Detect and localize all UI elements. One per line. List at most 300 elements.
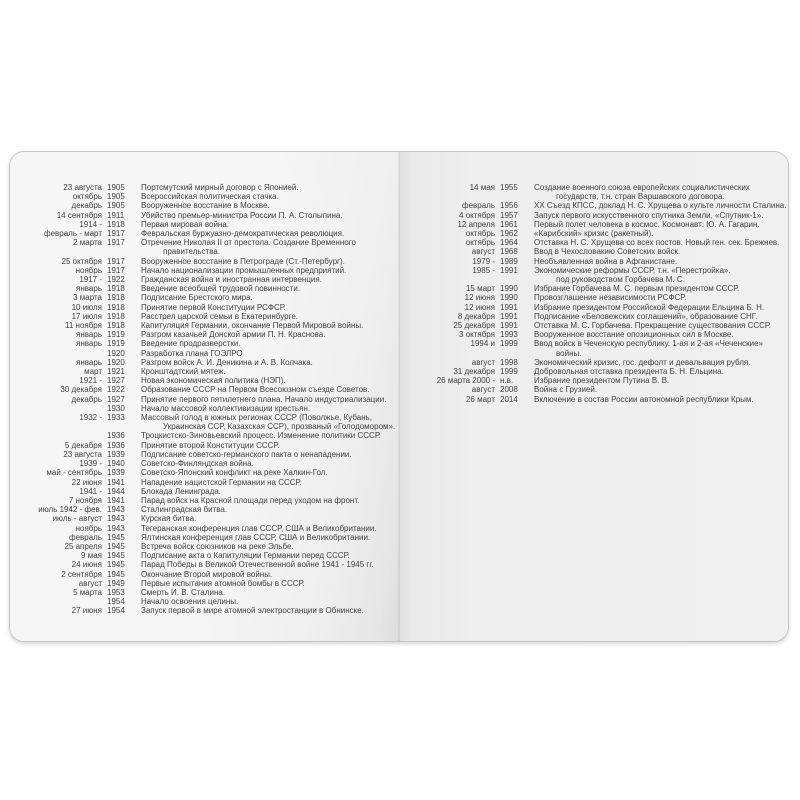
event-date: январь	[76, 357, 102, 367]
event-date: ноябрь	[75, 523, 102, 533]
event-text-line: Первая мировая война.	[141, 219, 230, 229]
event-text	[141, 579, 399, 588]
event-date: 22 июня	[71, 477, 102, 487]
event-text-continuation: правительства.	[163, 247, 221, 257]
timeline-row	[407, 266, 788, 284]
event-year: 1918	[107, 321, 125, 331]
event-date: октябрь	[465, 229, 495, 239]
timeline-row	[14, 431, 399, 440]
timeline-row	[407, 293, 788, 302]
event-text	[141, 450, 399, 459]
event-text-line: Разгром казачьей Донской армии П. Н. Краснова.	[141, 330, 326, 340]
event-text	[141, 478, 399, 487]
event-text-line: Подписание «Беловежских соглашений», образование СНГ.	[534, 311, 758, 321]
event-year: 1922	[107, 385, 125, 395]
timeline-row	[407, 395, 788, 404]
event-date: февраль	[68, 532, 102, 542]
event-year: 1917	[107, 238, 125, 248]
event-year: 1964	[500, 238, 518, 248]
event-text	[141, 413, 399, 431]
event-year: 1941	[107, 477, 125, 487]
event-text-line: Отставка Н. С. Хрущева со всех постов. Новый ген. сек. Брежнев.	[534, 238, 780, 248]
timeline-row	[14, 404, 399, 413]
event-text-line: Образование СССР на Первом Всесоюзном съезде Советов.	[141, 385, 370, 395]
event-text-line: Первый полет человека в космос. Космонавт: Ю. А. Гагарин.	[534, 219, 760, 229]
event-text	[534, 220, 788, 229]
event-text	[534, 321, 788, 330]
event-text-line: Необъявленная война в Афганистане.	[534, 256, 678, 266]
event-text-line: Принятие первого пятилетнего плана. Начало индустриализации.	[141, 394, 387, 404]
event-text-line: Всероссийская политическая стачка.	[141, 192, 279, 202]
event-date: 1932 -	[79, 413, 102, 423]
event-date: январь	[76, 330, 102, 340]
event-date: 27 июня	[71, 606, 102, 616]
event-date: 2 марта	[73, 238, 102, 248]
timeline-row	[14, 367, 399, 376]
timeline-row	[14, 450, 399, 459]
timeline-row	[14, 385, 399, 394]
event-date: 12 апреля	[457, 219, 495, 229]
event-date: 14 сентября	[56, 210, 102, 220]
event-date: 23 августа	[63, 449, 102, 459]
event-text-line: Февральская буржуазно-демократическая революция.	[141, 229, 345, 239]
event-text	[141, 183, 399, 192]
event-text-line: Гражданская война и иностранная интервенция.	[141, 275, 322, 285]
event-date: январь	[76, 339, 102, 349]
event-text	[141, 275, 399, 284]
event-year: 1998	[500, 357, 518, 367]
event-text-line: Экономический кризис, гос. дефолт и девальвация рубля.	[534, 357, 751, 367]
event-year: 1921	[107, 367, 125, 377]
event-text-line: Ялтинская конференция глав СССР, США и Великобритании.	[141, 532, 371, 542]
timeline-row	[14, 533, 399, 542]
event-year: 1936	[107, 440, 125, 450]
event-date: октябрь	[465, 238, 495, 248]
event-text	[534, 201, 788, 210]
event-text	[534, 284, 788, 293]
timeline-row	[407, 376, 788, 385]
event-year: 1945	[107, 560, 125, 570]
event-year: 1918	[107, 219, 125, 229]
event-date: 23 августа	[63, 183, 102, 192]
event-text-line: Новая экономическая политика (НЭП).	[141, 376, 286, 386]
timeline-row	[14, 542, 399, 551]
event-text-line: Портсмутский мирный договор с Японией.	[141, 183, 299, 192]
event-text	[141, 606, 399, 615]
event-date: 2 сентября	[61, 569, 102, 579]
event-date: 30 декабря	[60, 385, 102, 395]
timeline-row	[14, 275, 399, 284]
timeline-row	[14, 211, 399, 220]
event-text	[534, 395, 788, 404]
timeline-row	[14, 551, 399, 560]
event-date: 12 июня	[464, 293, 495, 303]
event-year: 1991	[500, 311, 518, 321]
timeline-row	[14, 358, 399, 367]
event-date: август	[471, 247, 495, 257]
timeline-row	[14, 266, 399, 275]
event-text	[141, 385, 399, 394]
event-year: 1956	[500, 201, 518, 211]
event-date: 11 ноября	[65, 321, 102, 331]
event-text	[534, 376, 788, 385]
event-date: 1979 -	[472, 256, 495, 266]
left-page-timeline-1905-1954	[10, 152, 399, 641]
event-text-line: Сталинградская битва.	[141, 505, 228, 515]
timeline-row	[14, 321, 399, 330]
event-year: 1943	[107, 505, 125, 515]
event-text	[141, 459, 399, 468]
event-date	[14, 597, 102, 606]
timeline-row	[407, 303, 788, 312]
event-text	[534, 293, 788, 302]
event-text-line: Начало массовой коллективизации крестьян.	[141, 403, 311, 413]
event-text	[141, 238, 399, 256]
event-text-line: Нападение нацистской Германии на СССР.	[141, 477, 302, 487]
event-text-line: Курская битва.	[141, 514, 197, 524]
timeline-row	[407, 312, 788, 321]
right-page-timeline-1955-2014	[399, 152, 788, 641]
event-text-line: Принятие первой Конституции РСФСР.	[141, 302, 286, 312]
timeline-row	[14, 183, 399, 192]
timeline-row	[14, 505, 399, 514]
event-year: 1918	[107, 311, 125, 321]
event-text-continuation: войны.	[556, 348, 582, 358]
event-text-line: Провозглашение независимости РСФСР.	[534, 293, 687, 303]
event-text-line: Создание военного союза европейских социалистических	[534, 183, 750, 192]
event-date: 4 октября	[459, 210, 495, 220]
event-year: 1918	[107, 302, 125, 312]
event-text	[141, 339, 399, 348]
event-year: 1905	[107, 201, 125, 211]
event-text	[141, 321, 399, 330]
event-year: 1993	[500, 330, 518, 340]
event-text	[534, 339, 788, 357]
event-date: 17 июля	[71, 311, 102, 321]
event-text	[141, 570, 399, 579]
event-text-line: Избрание Горбачева М. С. первым президентом СССР.	[534, 284, 740, 294]
event-date: 1994 и	[470, 339, 495, 349]
event-date: 1921 -	[79, 376, 102, 386]
event-date: 1917 -	[79, 275, 102, 285]
event-text-line: Расстрел царской семьи в Екатеринбурге.	[141, 311, 299, 321]
timeline-row	[407, 367, 788, 376]
timeline-row	[14, 303, 399, 312]
event-year: 1954	[107, 597, 125, 607]
event-text-line: Тегеранская конференция глав СССР, США и Великобритании.	[141, 523, 377, 533]
event-year: 1962	[500, 229, 518, 239]
timeline-row	[14, 312, 399, 321]
event-text	[141, 560, 399, 569]
event-text	[534, 211, 788, 220]
event-year: 1917	[107, 229, 125, 239]
event-year: 1917	[107, 256, 125, 266]
event-text	[534, 229, 788, 238]
event-date	[14, 431, 102, 440]
event-text-line: Массовый голод в южных регионах СССР (Поволжье, Кубань,	[141, 413, 372, 423]
event-date: февраль	[461, 201, 495, 211]
event-text	[141, 376, 399, 385]
event-text	[534, 367, 788, 376]
event-text	[141, 588, 399, 597]
history-notebook-spread	[9, 151, 789, 642]
event-year: 1991	[500, 302, 518, 312]
timeline-row	[14, 395, 399, 404]
timeline-row	[14, 459, 399, 468]
event-text	[141, 487, 399, 496]
event-year: 2014	[500, 394, 518, 404]
event-text	[141, 395, 399, 404]
event-year: 1905	[107, 192, 125, 202]
event-text-line: Добровольная отставка президента Б. Н. Ельцина.	[534, 367, 724, 377]
event-text-line: Введение продразверстки.	[141, 339, 241, 349]
event-date: 31 декабря	[453, 367, 495, 377]
event-year: 1918	[107, 293, 125, 303]
event-text-line: Избрание президентом Путина В. В.	[534, 376, 670, 386]
event-date: 8 декабря	[457, 311, 495, 321]
event-year: 1920	[107, 348, 125, 358]
event-text	[534, 247, 788, 256]
event-date: 10 июля	[71, 302, 102, 312]
event-text	[141, 533, 399, 542]
timeline-row	[14, 330, 399, 339]
timeline-row	[14, 560, 399, 569]
event-year: 1949	[107, 578, 125, 588]
event-text	[141, 468, 399, 477]
event-text-line: Ввод в Чехословакию Советских войск.	[534, 247, 681, 257]
event-text	[141, 441, 399, 450]
event-text	[141, 192, 399, 201]
timeline-row	[407, 183, 788, 201]
event-year: 1945	[107, 551, 125, 561]
event-year: 1957	[500, 210, 518, 220]
event-text-line: Убийство премьер-министра России П. А. Столыпина.	[141, 210, 343, 220]
event-year: 1939	[107, 449, 125, 459]
timeline-row	[14, 468, 399, 477]
event-text	[534, 257, 788, 266]
event-date: июль 1942 - фев.	[38, 505, 102, 515]
event-text-line: Запуск первого искусственного спутника Земли, «Спутник-1».	[534, 210, 764, 220]
event-text-line: Советско-Финляндская война.	[141, 459, 254, 469]
event-date	[14, 404, 102, 413]
event-year: 1940	[107, 459, 125, 469]
event-text	[141, 211, 399, 220]
event-text-line: Вооруженное восстание опозиционных сил в Москве.	[534, 330, 734, 340]
event-year: 1961	[500, 219, 518, 229]
event-year: 1989	[500, 256, 518, 266]
event-text-line: Ввод войск в Чеченскую республику. 1-ая и 2-ая «Чеченские»	[534, 339, 764, 349]
event-year: 1968	[500, 247, 518, 257]
event-date: 24 июня	[71, 560, 102, 570]
timeline-row	[407, 358, 788, 367]
event-year: 1991	[500, 321, 518, 331]
event-year: 1991	[500, 265, 518, 275]
event-text	[534, 266, 788, 284]
event-text-line: Отречение Николая II от престола. Создание Временного	[141, 238, 356, 248]
event-text-line: Начало национализации промышленных предприятий.	[141, 265, 347, 275]
timeline-row	[14, 524, 399, 533]
event-date: 1914 -	[79, 219, 102, 229]
event-text	[141, 257, 399, 266]
event-text-line: Блокада Ленинграда.	[141, 486, 221, 496]
timeline-row	[407, 339, 788, 357]
timeline-row	[14, 229, 399, 238]
timeline-row	[407, 211, 788, 220]
event-text-line: Смерть И. В. Сталина.	[141, 587, 226, 597]
event-text-line: Подписание акта о Капитуляции Германии перед СССР.	[141, 551, 350, 561]
event-year: 1927	[107, 394, 125, 404]
event-date: 12 июня	[464, 302, 495, 312]
event-date: 1939 -	[79, 459, 102, 469]
event-year: 1941	[107, 495, 125, 505]
event-date: март	[84, 367, 102, 377]
timeline-row	[14, 413, 399, 431]
event-text	[141, 358, 399, 367]
event-text-line: Разработка плана ГОЭЛРО	[141, 348, 243, 358]
event-date: 9 мая	[81, 551, 102, 561]
event-text	[141, 367, 399, 376]
event-text-line: Принятие второй Конституции СССР.	[141, 440, 280, 450]
event-text	[141, 312, 399, 321]
event-text-line: Встреча войск союзников на реке Эльбе.	[141, 541, 294, 551]
event-text	[141, 431, 399, 440]
event-text-line: Парад Победы в Великой Отечественной войне 1941 - 1945 гг.	[141, 560, 374, 570]
event-year: 1944	[107, 486, 125, 496]
event-date: 5 декабря	[64, 440, 102, 450]
event-text	[141, 496, 399, 505]
event-text-line: Подписание советско-германского пакта о ненападении.	[141, 449, 352, 459]
event-text-continuation: государств, т.н. стран Варшавского договора.	[556, 192, 725, 202]
event-text	[141, 330, 399, 339]
event-year: 1945	[107, 541, 125, 551]
event-text	[141, 597, 399, 606]
event-text-line: Экономические реформы СССР, т.н. «Перестройка».	[534, 265, 731, 275]
timeline-row	[407, 321, 788, 330]
event-text-line: Запуск первой в мире атомной электростанции в Обнинске.	[141, 606, 364, 616]
event-text-line: Включение в состав России автономной республики Крым.	[534, 394, 754, 404]
event-date: август	[78, 578, 102, 588]
event-year: н.в.	[500, 376, 514, 386]
timeline-row	[14, 496, 399, 505]
event-text	[534, 303, 788, 312]
event-date	[14, 349, 102, 358]
event-date: июль - август	[52, 514, 102, 524]
event-text-line: Начало освоения целины.	[141, 597, 239, 607]
event-date: 3 октября	[459, 330, 495, 340]
event-text	[534, 312, 788, 321]
event-text	[141, 201, 399, 210]
event-date: 25 декабря	[453, 321, 495, 331]
event-date: 7 ноября	[68, 495, 102, 505]
event-text	[534, 183, 788, 201]
timeline-row	[14, 606, 399, 615]
event-text-line: Первые испытания атомной бомбы в СССР.	[141, 578, 305, 588]
event-date: 25 апреля	[64, 541, 102, 551]
event-text-line: «Карибский» кризис (ракетный).	[534, 229, 654, 239]
event-text-line: Капитуляция Германии, окончание Первой Мировой войны.	[141, 321, 364, 331]
event-year: 1990	[500, 293, 518, 303]
event-year: 2008	[500, 385, 518, 395]
book-spine-shadow	[398, 152, 400, 641]
event-text	[141, 404, 399, 413]
event-date: 26 марта 2000 -	[436, 376, 495, 386]
event-date: 15 март	[465, 284, 495, 294]
event-text	[141, 293, 399, 302]
event-text	[141, 220, 399, 229]
event-text	[141, 542, 399, 551]
event-year: 1955	[500, 183, 518, 192]
event-year: 1953	[107, 587, 125, 597]
event-text-line: Разгром войск А. И. Деникина и А. В. Колчака.	[141, 357, 313, 367]
event-year: 1911	[107, 210, 125, 220]
event-text-line: Окончание Второй мировой войны.	[141, 569, 273, 579]
event-text-line: Троцкистско-Зиновьевский процесс. Изменение политики СССР.	[141, 431, 381, 441]
event-text	[141, 349, 399, 358]
timeline-row	[407, 284, 788, 293]
event-date: декабрь	[71, 201, 102, 211]
event-text	[534, 238, 788, 247]
event-text	[141, 524, 399, 533]
event-text-line: Введение всеобщей трудовой повинности.	[141, 284, 301, 294]
event-year: 1905	[107, 183, 125, 192]
event-text-line: Война с Грузией.	[534, 385, 598, 395]
event-text-line: Вооруженное восстание в Петрограде (Ст.-Петербург).	[141, 256, 345, 266]
event-date: август	[471, 357, 495, 367]
event-year: 1943	[107, 523, 125, 533]
event-date: 14 мая	[469, 183, 495, 192]
event-date: январь	[76, 284, 102, 294]
event-year: 1943	[107, 514, 125, 524]
timeline-row	[407, 330, 788, 339]
timeline-row	[14, 257, 399, 266]
timeline-row	[14, 238, 399, 256]
timeline-row	[14, 339, 399, 348]
event-date: 3 марта	[73, 293, 102, 303]
timeline-row	[407, 238, 788, 247]
event-text	[141, 229, 399, 238]
event-year: 1919	[107, 330, 125, 340]
timeline-row	[407, 229, 788, 238]
event-date: декабрь	[71, 394, 102, 404]
event-text	[141, 266, 399, 275]
event-year: 1919	[107, 339, 125, 349]
timeline-row	[14, 220, 399, 229]
event-text-line: Вооруженное восстание в Москве.	[141, 201, 270, 211]
event-text	[534, 330, 788, 339]
event-text-line: Советско-Японский конфликт на реке Халкин-Гол.	[141, 468, 328, 478]
event-year: 1933	[107, 413, 125, 423]
event-text	[534, 385, 788, 394]
timeline-row	[14, 487, 399, 496]
event-text-line: Избрание президентом Российской Федерации Ельцина Б. Н.	[534, 302, 765, 312]
event-date: май - сентябрь	[46, 468, 102, 478]
event-text	[141, 284, 399, 293]
event-year: 1918	[107, 284, 125, 294]
event-year: 1939	[107, 468, 125, 478]
event-date: февраль - март	[43, 229, 102, 239]
event-text	[141, 505, 399, 514]
event-date: 26 март	[465, 394, 495, 404]
event-text-continuation: под руководством Горбачева М. С.	[556, 275, 685, 285]
event-date: 25 октября	[61, 256, 102, 266]
event-year: 1917	[107, 265, 125, 275]
timeline-row	[14, 579, 399, 588]
timeline-row	[407, 257, 788, 266]
event-year: 1945	[107, 569, 125, 579]
timeline-row	[14, 478, 399, 487]
timeline-row	[14, 597, 399, 606]
event-date: октябрь	[72, 192, 102, 202]
